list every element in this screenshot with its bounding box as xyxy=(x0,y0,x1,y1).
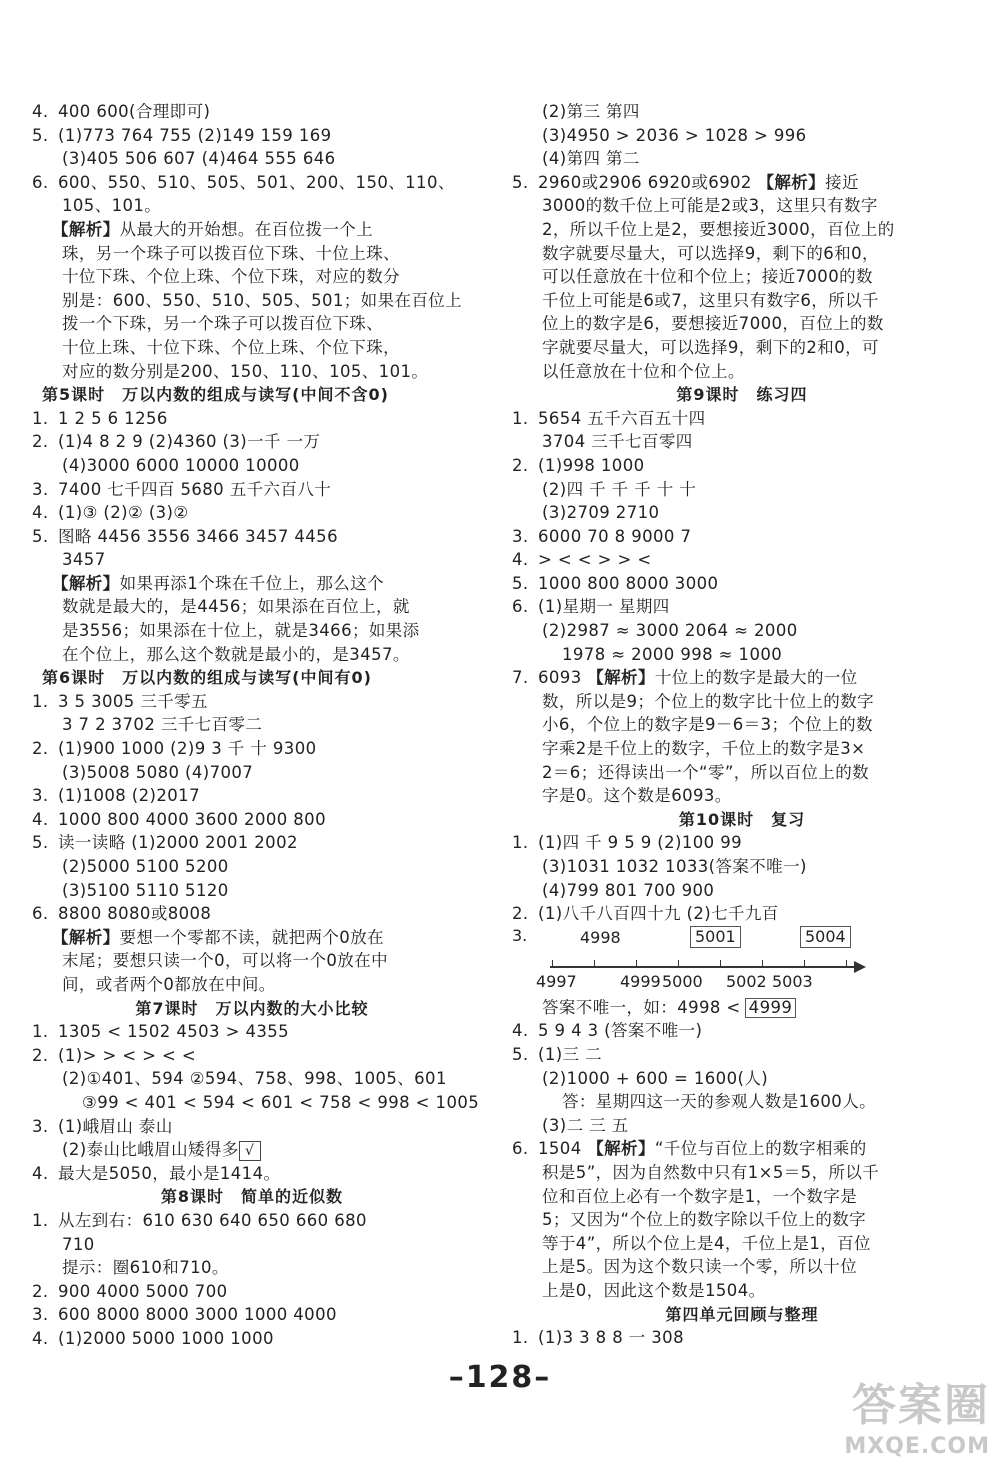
answer-text: (3)1031 1032 1033(答案不唯一) xyxy=(542,857,807,876)
section-heading: 第8课时 简单的近似数 xyxy=(160,1187,344,1207)
answer-text: 600、550、510、505、501、200、150、110、 xyxy=(58,172,455,192)
answer-text: 3 7 2 3702 三千七百零二 xyxy=(62,715,263,735)
question-number: 1. xyxy=(32,1210,49,1230)
answer-line xyxy=(32,218,472,242)
answer-line xyxy=(32,407,472,431)
answer-text: 如果再添1个珠在千位上，那么这个 xyxy=(119,573,385,593)
answer-text: 可以任意放在十位和个位上；接近7000的数 xyxy=(542,267,873,287)
answer-line xyxy=(32,1044,472,1068)
answer-line xyxy=(32,1091,480,1115)
answer-text: 间，或者两个0都放在中间。 xyxy=(62,974,276,994)
answer-text: 图略 4456 3556 3466 3457 4456 xyxy=(58,526,338,546)
question-number: 2. xyxy=(32,1281,49,1301)
question-number: 5. xyxy=(32,833,49,853)
answer-text: (1)998 1000 xyxy=(538,455,645,475)
answer-line xyxy=(512,737,972,761)
answer-text: 1978 ≈ 2000 998 ≈ 1000 xyxy=(562,644,783,664)
answer-line xyxy=(512,501,972,525)
number-line-axis xyxy=(550,966,860,968)
answer-line xyxy=(512,525,972,549)
answer-line xyxy=(512,218,972,242)
answer-text: 3457 xyxy=(62,550,106,570)
question-number: 3. xyxy=(32,786,49,806)
boxed-number: 4999 xyxy=(745,998,797,1018)
answer-line xyxy=(512,407,972,431)
answer-text: 字是0。这个数是6093。 xyxy=(542,786,732,806)
answer-line xyxy=(32,737,472,761)
answer-line xyxy=(512,1161,972,1185)
answer-text: 1504 xyxy=(538,1139,588,1159)
question-number: 1. xyxy=(32,1022,49,1042)
section-heading: 第四单元回顾与整理 xyxy=(665,1304,819,1324)
answer-text: (3)4950 > 2036 > 1028 > 996 xyxy=(542,125,807,145)
answer-text: 答：星期四这一天的参观人数是1600人。 xyxy=(562,1092,876,1112)
answer-text: 400 600(合理即可) xyxy=(58,102,211,121)
number-line-below-label: 5000 xyxy=(662,971,703,991)
watermark-logo xyxy=(790,1378,990,1468)
answer-text: (2)泰山比峨眉山矮得多 xyxy=(62,1140,239,1160)
tick xyxy=(846,960,847,968)
answer-text: 2＝6；还得读出一个“零”，所以百位上的数 xyxy=(542,762,869,782)
answer-line xyxy=(32,926,472,950)
answer-line xyxy=(512,1255,972,1279)
answer-line xyxy=(32,1327,472,1351)
answer-line xyxy=(512,124,972,148)
answer-line xyxy=(32,360,472,384)
answer-text: (1)> > < > < < xyxy=(58,1045,197,1065)
answer-text: (1)八千八百四十九 (2)七千九百 xyxy=(538,904,779,924)
answer-text: 提示：圈610和710。 xyxy=(62,1258,229,1278)
answer-line xyxy=(512,548,972,572)
answer-line xyxy=(512,1208,972,1232)
answer-line xyxy=(512,478,972,502)
question-number: 6. xyxy=(32,172,49,192)
answer-line xyxy=(32,902,472,926)
answer-line xyxy=(32,1162,472,1186)
answer-text: (3)5100 5110 5120 xyxy=(62,880,229,900)
answer-text: 5654 五千六百五十四 xyxy=(538,408,706,428)
answer-text: 珠，另一个珠子可以拨百位下珠、十位上珠、 xyxy=(62,243,400,263)
answer-text: 上是5。因为这个数只读一个零，所以十位 xyxy=(542,1257,858,1277)
answer-text: 1000 800 4000 3600 2000 800 xyxy=(58,809,326,829)
answer-line xyxy=(32,265,472,289)
answer-text: 十位上珠、十位下珠、个位上珠、个位下珠， xyxy=(62,337,400,357)
answer-line xyxy=(32,643,472,667)
page-number: –128– xyxy=(448,1360,552,1395)
answer-line xyxy=(32,808,472,832)
answer-text: (4)3000 6000 10000 10000 xyxy=(62,455,300,475)
answer-line xyxy=(512,619,972,643)
answer-text: (1)773 764 755 (2)149 159 169 xyxy=(58,125,332,145)
answer-line xyxy=(32,784,472,808)
answer-line xyxy=(512,1137,972,1161)
answer-line xyxy=(32,171,472,195)
watermark-url: MXQE.COM xyxy=(844,1434,990,1459)
answer-line xyxy=(32,100,472,124)
answer-line xyxy=(512,1019,972,1043)
answer-line xyxy=(512,194,972,218)
answer-text: 600 8000 8000 3000 1000 4000 xyxy=(58,1305,337,1325)
question-number: 4. xyxy=(32,809,49,829)
answer-line xyxy=(32,619,472,643)
answer-line xyxy=(32,289,472,313)
answer-text: 以任意放在十位和个位上。 xyxy=(542,361,745,381)
question-number: 3. xyxy=(32,1116,49,1136)
answer-line xyxy=(32,595,472,619)
question-number: 4. xyxy=(512,550,529,570)
left-column xyxy=(32,100,480,1350)
number-line-above-boxed-label: 5004 xyxy=(800,926,851,948)
answer-line xyxy=(512,360,972,384)
answer-text: 900 4000 5000 700 xyxy=(58,1281,228,1301)
section-heading: 第9课时 练习四 xyxy=(676,385,808,405)
analysis-label: 【解析】 xyxy=(52,927,120,947)
answer-text: 6000 70 8 9000 7 xyxy=(538,526,692,546)
answer-line xyxy=(32,1280,472,1304)
question-number: 4. xyxy=(32,102,49,121)
answer-text: 对应的数分别是200、150、110、105、101。 xyxy=(62,361,429,381)
answer-text: 字乘2是千位上的数字，千位上的数字是3× xyxy=(542,739,866,759)
question-number: 4. xyxy=(32,1328,49,1348)
answer-text: 1000 800 8000 3000 xyxy=(538,573,719,593)
analysis-label: 【解析】 xyxy=(587,668,655,688)
answer-text: 数字就要尽量大，可以选择9，剩下的6和0， xyxy=(542,243,879,263)
answer-line xyxy=(512,595,972,619)
answer-line xyxy=(512,1185,972,1209)
question-number: 5. xyxy=(512,1044,529,1064)
answer-line xyxy=(512,454,972,478)
tick xyxy=(594,960,595,968)
answer-line xyxy=(512,1067,972,1091)
answer-text: (2)四 千 千 千 十 十 xyxy=(542,479,697,499)
analysis-label: 【解析】 xyxy=(757,172,826,192)
question-number: 4. xyxy=(512,1021,529,1041)
number-line-above-boxed-label: 5001 xyxy=(690,926,741,948)
answer-text: (1)3 3 8 8 一 308 xyxy=(538,1328,684,1348)
answer-line xyxy=(32,1209,472,1233)
answer-line xyxy=(32,761,472,785)
answer-line xyxy=(32,124,472,148)
answer-text: 等于4”，所以个位上是4，千位上是1，百位 xyxy=(542,1233,871,1253)
question-number: 2. xyxy=(512,455,529,475)
answer-line xyxy=(512,713,972,737)
answer-text: 十位下珠、个位上珠、个位下珠，对应的数分 xyxy=(62,267,400,287)
tick xyxy=(678,960,679,968)
answer-line xyxy=(32,1233,472,1257)
answer-line xyxy=(512,265,972,289)
answer-line xyxy=(512,430,972,454)
answer-text: (2)2987 ≈ 3000 2064 ≈ 2000 xyxy=(542,621,798,641)
answer-line xyxy=(512,643,972,667)
answer-text: 数就是最大的，是4456；如果添在百位上，就 xyxy=(62,597,410,617)
question-number: 1. xyxy=(512,408,529,428)
question-number: 3. xyxy=(32,479,49,499)
answer-text: 5 9 4 3 (答案不唯一) xyxy=(538,1021,703,1041)
answer-line xyxy=(32,312,472,336)
answer-line xyxy=(512,312,972,336)
answer-text: 5；又因为“个位上的数字除以千位上的数字 xyxy=(542,1210,867,1230)
answer-text: 要想一个零都不读，就把两个0放在 xyxy=(119,927,385,947)
answer-text: (1)4 8 2 9 (2)4360 (3)一千 一万 xyxy=(58,432,321,452)
answer-text: 710 xyxy=(62,1234,95,1254)
answer-text: (2)5000 5100 5200 xyxy=(62,857,229,876)
question-number: 3. xyxy=(32,1305,49,1325)
section-heading: 第6课时 万以内数的组成与读写(中间有0) xyxy=(42,668,372,688)
answer-line xyxy=(32,879,472,903)
analysis-label: 【解析】 xyxy=(52,573,120,593)
answer-text: 1305 < 1502 4503 > 4355 xyxy=(58,1022,290,1042)
number-line-below-label: 5002 xyxy=(726,971,767,991)
answer-line xyxy=(512,761,972,785)
answer-line xyxy=(512,336,972,360)
answer-text: (1)三 二 xyxy=(538,1044,603,1064)
answer-line xyxy=(32,548,472,572)
number-line-item-num: 3. xyxy=(512,925,528,945)
answer-line xyxy=(32,194,472,218)
tick xyxy=(552,960,553,968)
answer-text: 最大是5050，最小是1414。 xyxy=(58,1163,281,1183)
answer-line xyxy=(512,171,972,195)
answer-line xyxy=(32,713,472,737)
answer-line xyxy=(32,1067,472,1091)
question-number: 1. xyxy=(512,1328,529,1348)
number-line-arrow xyxy=(854,961,866,973)
answer-line xyxy=(32,147,472,171)
answer-text: 6093 xyxy=(538,668,588,688)
tick xyxy=(720,960,721,968)
answer-text: (1)③ (2)② (3)② xyxy=(58,503,189,523)
tick xyxy=(636,960,637,968)
answer-text: 字就要尽量大，可以选择9，剩下的2和0，可 xyxy=(542,337,879,357)
answer-text: 上是0，因此这个数是1504。 xyxy=(542,1280,766,1300)
question-number: 5. xyxy=(32,526,49,546)
answer-text: (2)第三 第四 xyxy=(542,102,640,121)
answer-line xyxy=(32,525,472,549)
question-number: 6. xyxy=(32,904,49,924)
analysis-label: 【解析】 xyxy=(52,219,120,239)
answer-text: 数，所以是9；个位上的数字比十位上的数字 xyxy=(542,691,874,711)
question-number: 2. xyxy=(32,739,49,759)
answer-line xyxy=(32,454,472,478)
answer-line xyxy=(32,430,472,454)
answer-line xyxy=(512,1279,972,1303)
answer-text: 别是：600、550、510、505、501；如果在百位上 xyxy=(62,290,463,310)
answer-line xyxy=(32,1020,472,1044)
question-number: 1. xyxy=(32,408,49,428)
answer-text: (1)四 千 9 5 9 (2)100 99 xyxy=(538,833,742,853)
question-number: 4. xyxy=(32,1163,49,1183)
answer-text: (2)1000 + 600 = 1600(人) xyxy=(542,1068,769,1088)
answer-line xyxy=(512,572,972,596)
answer-text: 读一读略 (1)2000 2001 2002 xyxy=(58,833,298,853)
answer-text: (1)峨眉山 泰山 xyxy=(58,1116,173,1136)
answer-line xyxy=(512,690,972,714)
answer-text: 3704 三千七百零四 xyxy=(542,432,693,452)
answer-line xyxy=(512,855,972,879)
section-heading: 第5课时 万以内数的组成与读写(中间不含0) xyxy=(42,385,389,405)
answer-text: 1 2 5 6 1256 xyxy=(58,408,168,428)
answer-text: (3)5008 5080 (4)7007 xyxy=(62,762,254,782)
number-line-below-label: 4999 xyxy=(620,971,661,991)
answer-line xyxy=(32,949,472,973)
watermark-text: 答案圈 xyxy=(852,1380,990,1431)
tick xyxy=(804,960,805,968)
answer-text: (3)405 506 607 (4)464 555 646 xyxy=(62,149,336,169)
answer-text: 位和百位上必有一个数字是1，一个数字是 xyxy=(542,1186,858,1206)
answer-line xyxy=(32,1303,472,1327)
answer-line xyxy=(32,336,472,360)
number-line-below-label: 4997 xyxy=(536,971,577,991)
answer-text: 答案不唯一，如：4998 < xyxy=(542,997,741,1017)
answer-line xyxy=(512,902,972,926)
answer-text: 8800 8080或8008 xyxy=(58,904,212,924)
answer-text: 2960或2906 6920或6902 xyxy=(538,172,758,192)
answer-text: 7400 七千四百 5680 五千六百八十 xyxy=(58,479,332,499)
answer-line xyxy=(512,100,972,124)
check-mark-box: √ xyxy=(239,1141,261,1161)
question-number: 2. xyxy=(32,432,49,452)
answer-line xyxy=(32,690,472,714)
answer-line xyxy=(32,1138,472,1162)
question-number: 5. xyxy=(512,172,529,192)
answer-line xyxy=(512,1090,972,1114)
question-number: 1. xyxy=(512,833,529,853)
answer-text: 在个位上，那么这个数就是最小的，是3457。 xyxy=(62,644,410,664)
answer-line xyxy=(32,1115,472,1139)
answer-text: (3)二 三 五 xyxy=(542,1115,629,1135)
answer-line xyxy=(512,666,972,690)
number-line-below-label: 5003 xyxy=(772,971,813,991)
answer-text: (1)900 1000 (2)9 3 千 十 9300 xyxy=(58,739,317,759)
answer-text: 从最大的开始想。在百位拨一个上 xyxy=(119,219,374,239)
question-number: 2. xyxy=(32,1045,49,1065)
section-heading: 第7课时 万以内数的大小比较 xyxy=(135,998,369,1018)
answer-text: (1)星期一 星期四 xyxy=(538,597,670,617)
answer-line xyxy=(512,1326,972,1350)
question-number: 5. xyxy=(32,125,49,145)
answer-line xyxy=(32,572,472,596)
answer-text: 千位上可能是6或7，这里只有数字6，所以千 xyxy=(542,290,879,310)
answer-text: 105、101。 xyxy=(62,196,162,216)
answer-text: 2，所以千位上是2，要想接近3000，百位上的 xyxy=(542,219,895,239)
number-line xyxy=(512,926,972,996)
answer-text: 是3556；如果添在十位上，就是3466；如果添 xyxy=(62,621,420,641)
answer-line xyxy=(32,831,472,855)
answer-text: (2)①401、594 ②594、758、998、1005、601 xyxy=(62,1069,447,1089)
answer-line xyxy=(32,478,472,502)
answer-line xyxy=(512,831,972,855)
answer-text-tail: 接近 xyxy=(825,172,859,192)
answer-text: 拨一个下珠，另一个珠子可以拨百位下珠、 xyxy=(62,314,384,334)
question-number: 1. xyxy=(32,691,49,711)
answer-line xyxy=(512,879,972,903)
answer-text: (1)1008 (2)2017 xyxy=(58,786,200,806)
question-number: 3. xyxy=(512,526,529,546)
answer-line xyxy=(32,973,472,997)
answer-text: (4)799 801 700 900 xyxy=(542,880,715,900)
analysis-label: 【解析】 xyxy=(587,1139,655,1159)
tick xyxy=(762,960,763,968)
answer-text: 末尾；要想只读一个0，可以将一个0放在中 xyxy=(62,951,388,971)
answer-line xyxy=(512,147,972,171)
answer-line xyxy=(512,1043,972,1067)
answer-line xyxy=(512,1114,972,1138)
answer-line xyxy=(32,242,472,266)
section-heading: 第10课时 复习 xyxy=(678,809,806,829)
answer-text: 小6，个位上的数字是9－6＝3；个位上的数 xyxy=(542,715,873,735)
answer-line xyxy=(512,242,972,266)
answer-line xyxy=(32,501,472,525)
right-column xyxy=(512,100,972,1350)
question-number: 2. xyxy=(512,904,529,924)
answer-text: (3)2709 2710 xyxy=(542,503,660,523)
answer-text: 从左到右：610 630 640 650 660 680 xyxy=(58,1210,367,1230)
answer-line xyxy=(512,784,972,808)
answer-text-tail: 十位上的数字是最大的一位 xyxy=(654,668,858,688)
answer-text: 积是5”，因为自然数中只有1×5＝5，所以千 xyxy=(542,1162,880,1182)
answer-text: 位上的数字是6，要想接近7000，百位上的数 xyxy=(542,314,884,334)
answer-line xyxy=(32,855,472,879)
answer-text: > < < > > < xyxy=(538,550,652,570)
answer-line xyxy=(512,1232,972,1256)
question-number: 4. xyxy=(32,503,49,523)
question-number: 5. xyxy=(512,573,529,593)
answer-text: (1)2000 5000 1000 1000 xyxy=(58,1328,274,1348)
answer-text-tail: “千位与百位上的数字相乘的 xyxy=(654,1139,867,1159)
question-number: 7. xyxy=(512,668,529,688)
answer-line xyxy=(512,289,972,313)
answer-line xyxy=(512,996,972,1020)
number-line-above-label: 4998 xyxy=(580,927,621,947)
answer-text: 3000的数千位上可能是2或3，这里只有数字 xyxy=(542,196,878,216)
question-number: 6. xyxy=(512,1139,529,1159)
question-number: 6. xyxy=(512,597,529,617)
answer-text: (4)第四 第二 xyxy=(542,149,640,169)
answer-line xyxy=(32,1256,472,1280)
answer-text: 3 5 3005 三千零五 xyxy=(58,691,208,711)
answer-text: ③99 < 401 < 594 < 601 < 758 < 998 < 1005 xyxy=(82,1092,480,1112)
